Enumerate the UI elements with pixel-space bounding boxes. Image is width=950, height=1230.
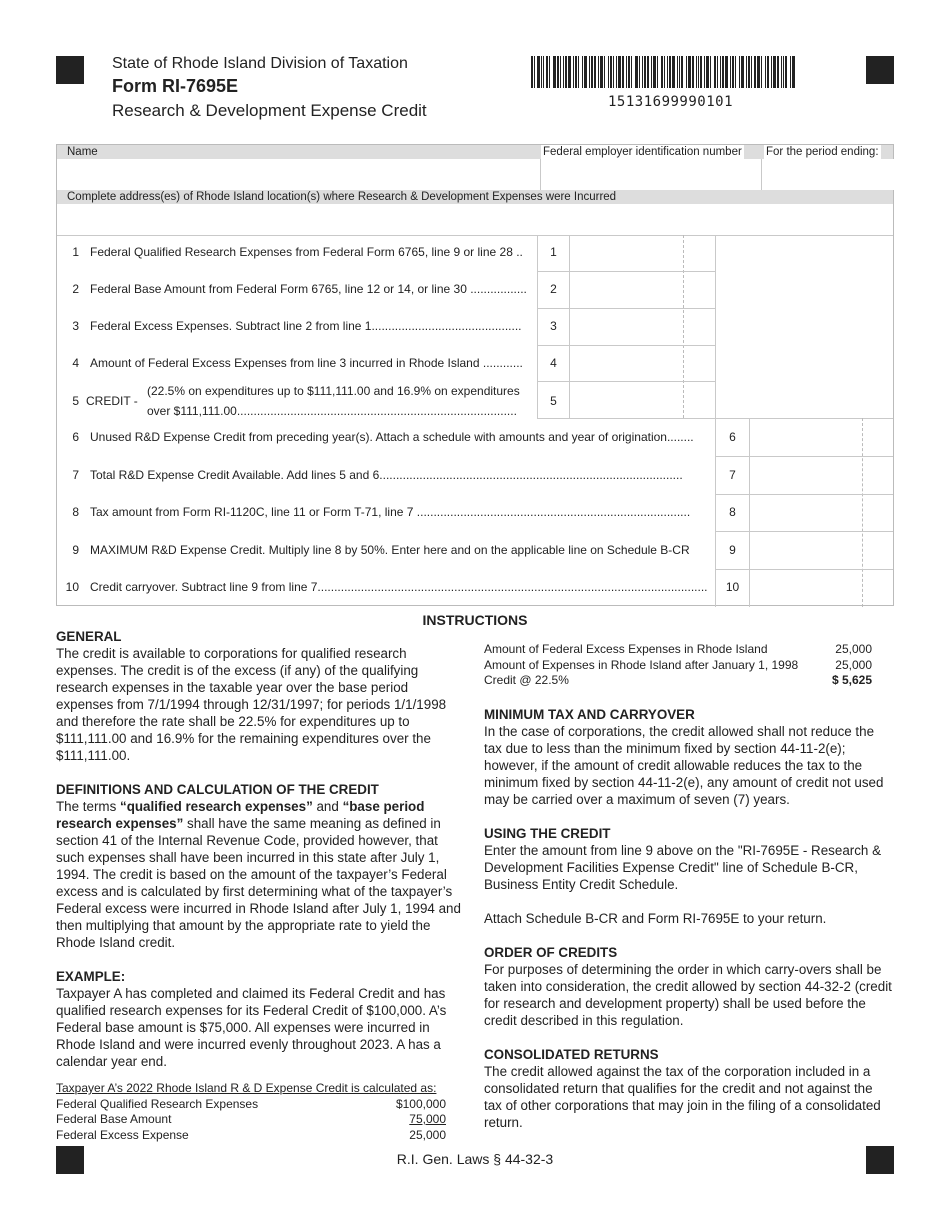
barcode-bar <box>584 56 587 88</box>
calc-row <box>484 658 872 674</box>
barcode-bar <box>575 56 577 88</box>
barcode-bar <box>657 56 658 88</box>
consolidated-text: The credit allowed against the tax of the corporation included in a consolidated return that qualifies for the credit and not against the tax of other corporations that may join in the filing of a consolidated return. <box>484 1064 881 1130</box>
consolidated-heading: CONSOLIDATED RETURNS <box>484 1047 659 1062</box>
line-3-box-number: 3 <box>550 319 557 333</box>
instructions-title: INSTRUCTIONS <box>422 612 528 628</box>
calc-row <box>56 1112 446 1128</box>
line-2-number: 2 <box>72 282 79 296</box>
line-2-text: Federal Base Amount from Federal Form 6765, line 12 or 14, or line 30 ................. <box>90 282 527 296</box>
barcode-bar <box>746 56 747 88</box>
line-1-text: Federal Qualified Research Expenses from Federal Form 6765, line 9 or line 28 .. <box>90 245 523 259</box>
example-text: Taxpayer A has completed and claimed its Federal Credit and has qualified research expenses for its Federal Credit of $100,000. A’s Federal base amount is $75,000. All expenses were incurred in Rhode Island and were incurred evenly throughout 2023. A has a calendar year end. <box>56 986 447 1069</box>
barcode-bar <box>541 56 542 88</box>
calc-value: $100,000 <box>395 1096 446 1111</box>
period-input[interactable] <box>761 159 894 190</box>
barcode-bar <box>696 56 697 88</box>
barcode-bar <box>582 56 583 88</box>
line-1-amount-input[interactable] <box>570 236 715 271</box>
line-2-box-number: 2 <box>550 282 557 296</box>
barcode-bar <box>754 56 756 88</box>
line-6-box-number: 6 <box>729 430 736 444</box>
barcode-bar <box>771 56 772 88</box>
line-4-text: Amount of Federal Excess Expenses from line 3 incurred in Rhode Island ............ <box>90 356 523 370</box>
definitions-text <box>56 798 468 951</box>
line-5-label: CREDIT - <box>86 394 138 408</box>
barcode-bar <box>568 56 571 88</box>
barcode-bar <box>594 56 596 88</box>
divider <box>537 235 538 418</box>
calc-value: 25,000 <box>835 642 872 656</box>
barcode-bar <box>613 56 614 88</box>
line-9-amount-input[interactable] <box>750 532 893 569</box>
calc-row <box>484 673 872 689</box>
form-title: Research & Development Expense Credit <box>112 101 427 120</box>
registration-mark-top-right <box>866 56 894 84</box>
barcode-bar <box>681 56 683 88</box>
definitions-and: and <box>312 799 343 814</box>
barcode-bar <box>667 56 668 88</box>
definitions-term-2: “base period research expenses” <box>56 799 425 831</box>
barcode-bar <box>537 56 540 88</box>
line-5-number: 5 <box>72 394 79 408</box>
barcode-bar <box>725 56 728 88</box>
divider <box>57 235 893 236</box>
barcode-bar <box>573 56 574 88</box>
barcode-bar <box>704 56 705 88</box>
barcode-bar <box>698 56 699 88</box>
calc-value: 25,000 <box>409 1127 446 1142</box>
instructions-right-column <box>484 706 894 1148</box>
calc-label: Federal Qualified Research Expenses <box>56 1096 259 1111</box>
line-7-text: Total R&D Expense Credit Available. Add lines 5 and 6........................................................................................... <box>90 468 683 482</box>
address-label: Complete address(es) of Rhode Island location(s) where Research & Development Expenses were Incurred <box>67 191 617 203</box>
line-3-text: Federal Excess Expenses. Subtract line 2 from line 1............................................. <box>90 319 522 333</box>
barcode-number: 15131699990101 <box>608 94 734 110</box>
line-7-number: 7 <box>72 468 79 482</box>
registration-mark-top-left <box>56 56 84 84</box>
barcode-bar <box>616 56 617 88</box>
barcode-bar <box>748 56 750 88</box>
barcode-bar <box>543 56 544 88</box>
barcode-bar <box>688 56 691 88</box>
barcode-bar <box>730 56 731 88</box>
line-9-box-number: 9 <box>729 543 736 557</box>
barcode-bar <box>565 56 567 88</box>
barcode-bar <box>672 56 675 88</box>
barcode-bar <box>761 56 762 88</box>
line-5-text-2: over $111,111.00.................................................................................... <box>147 404 517 418</box>
barcode-bar <box>710 56 711 88</box>
barcode-bar <box>626 56 627 88</box>
definitions-post: shall have the same meaning as defined in section 41 of the Internal Revenue Code, provided however, that such expenses shall have been incurred in this state after July 1, 1994. The credit is based on the amount of the taxpayer’s Federal excess and is calculated by first determining what of the taxpayer’s Federal excess were incurred in Rhode Island after July 1, 1994 and then multiplying that amount by the appropriate rate to yield the Rhode Island credit. <box>56 816 461 950</box>
line-7-box-number: 7 <box>729 468 736 482</box>
barcode-bar <box>653 56 656 88</box>
barcode-bar <box>628 56 630 88</box>
line-8-amount-input[interactable] <box>750 495 893 531</box>
name-label: Name <box>67 146 98 158</box>
calc-heading: Taxpayer A’s 2022 Rhode Island R & D Expense Credit is calculated as: <box>56 1081 437 1095</box>
barcode-bar <box>679 56 680 88</box>
barcode-bar <box>557 56 559 88</box>
barcode-bar <box>732 56 734 88</box>
period-label: For the period ending: <box>766 146 879 158</box>
line-5-amount-input[interactable] <box>570 382 715 418</box>
barcode-bar <box>692 56 694 88</box>
line-1-box-number: 1 <box>550 245 557 259</box>
barcode-bar <box>563 56 564 88</box>
barcode-bar <box>534 56 535 88</box>
calc-value: $ 5,625 <box>831 673 872 687</box>
barcode-bar <box>767 56 769 88</box>
fein-label: Federal employer identification number <box>543 146 742 158</box>
barcode-bar <box>618 56 621 88</box>
line-10-amount-input[interactable] <box>750 570 893 607</box>
line-4-box-number: 4 <box>550 356 557 370</box>
barcode-bar <box>591 56 593 88</box>
barcode-bar <box>661 56 663 88</box>
line-9-number: 9 <box>72 543 79 557</box>
barcode-bar <box>642 56 643 88</box>
line-10-box-number: 10 <box>725 580 740 594</box>
barcode-bar <box>781 56 782 88</box>
order-text: For purposes of determining the order in which carry-overs shall be taken into consideration, the credit allowed by section 44-32-2 (credit for research and development property) shall be used before the credit described in this regulation. <box>484 962 892 1028</box>
barcode-bar <box>560 56 561 88</box>
barcode-bar <box>700 56 702 88</box>
barcode-bar <box>777 56 779 88</box>
barcode-bar <box>631 56 632 88</box>
barcode-bar <box>717 56 718 88</box>
barcode-bar <box>651 56 652 88</box>
form-fields <box>56 144 894 606</box>
agency-name: State of Rhode Island Division of Taxation <box>112 55 408 72</box>
barcode-bar <box>644 56 646 88</box>
barcode-bar <box>735 56 736 88</box>
order-heading: ORDER OF CREDITS <box>484 945 618 960</box>
calc-value: 75,000 <box>409 1112 446 1126</box>
line-9-text: MAXIMUM R&D Expense Credit. Multiply line 8 by 50%. Enter here and on the applicable line on Schedule B-CR <box>90 543 690 557</box>
calc-row <box>484 642 872 658</box>
line-2-amount-input[interactable] <box>570 272 715 308</box>
barcode-bar <box>549 56 550 88</box>
line-8-box-number: 8 <box>729 505 736 519</box>
calc-value: 25,000 <box>835 657 872 672</box>
barcode-bar <box>604 56 605 88</box>
example-heading: EXAMPLE: <box>56 969 126 984</box>
calc-label: Amount of Federal Excess Expenses in Rhode Island <box>484 642 768 656</box>
line-6-amount-input[interactable] <box>750 419 893 456</box>
using-text: Enter the amount from line 9 above on the "RI-7695E - Research & Development Facilities Expense Credit" line of Schedule B-CR, Business Entity Credit Schedule. <box>484 843 882 892</box>
definitions-heading: DEFINITIONS AND CALCULATION OF THE CREDIT <box>56 782 379 797</box>
definitions-term-1: “qualified research expenses” <box>120 799 313 814</box>
barcode-bar <box>578 56 579 88</box>
calc-row <box>56 1097 446 1113</box>
barcode-bar <box>741 56 744 88</box>
line-6-number: 6 <box>72 430 79 444</box>
barcode-bar <box>722 56 724 88</box>
calc-row <box>56 1128 446 1144</box>
line-5-text-1: (22.5% on expenditures up to $111,111.00 and 16.9% on expenditures <box>147 384 520 398</box>
min-tax-heading: MINIMUM TAX AND CARRYOVER <box>484 707 695 722</box>
barcode-bar <box>773 56 776 88</box>
barcode-bar <box>757 56 760 88</box>
line-4-number: 4 <box>72 356 79 370</box>
barcode-bar <box>608 56 609 88</box>
calc-label: Federal Excess Expense <box>56 1127 189 1142</box>
line-8-number: 8 <box>72 505 79 519</box>
address-input[interactable] <box>57 204 893 235</box>
general-heading: GENERAL <box>56 629 122 644</box>
line-3-number: 3 <box>72 319 79 333</box>
attach-text: Attach Schedule B-CR and Form RI-7695E to your return. <box>484 911 827 926</box>
barcode-bar <box>664 56 665 88</box>
barcode-bar <box>677 56 678 88</box>
barcode-bar <box>610 56 612 88</box>
using-heading: USING THE CREDIT <box>484 826 611 841</box>
calc-label: Federal Base Amount <box>56 1112 172 1126</box>
calc-label: Amount of Expenses in Rhode Island after January 1, 1998 <box>484 657 799 672</box>
barcode-bar <box>739 56 740 88</box>
barcode-bar <box>751 56 752 88</box>
barcode-bar <box>553 56 556 88</box>
barcode-bar <box>622 56 624 88</box>
line-5-box-number: 5 <box>550 394 557 408</box>
barcode-image <box>531 56 817 88</box>
barcode-bar <box>720 56 721 88</box>
line-8-text: Tax amount from Form RI-1120C, line 11 or Form T-71, line 7 .................................................................................. <box>90 505 691 519</box>
barcode-bar <box>790 56 791 88</box>
line-3-amount-input[interactable] <box>570 309 715 345</box>
barcode-bar <box>647 56 649 88</box>
general-text: The credit is available to corporations for qualified research expenses. The credit is of the excess (if any) of the qualifying research expenses in the taxable year over the base period expenses from 7/1/1994 through 12/31/1997; for periods 1/1/1998 and therefore the rate shall be 22.5% for expenditures up to $111,111.00 and 16.9% for the remaining expenditures over the $111,111.00. <box>56 646 447 763</box>
barcode-bar <box>792 56 795 88</box>
min-tax-text: In the case of corporations, the credit allowed shall not reduce the tax due to less than the minimum fixed by section 44-11-2(e); however, if the amount of credit allowable reduces the tax to the minimum fixed by section 44-11-2(e), any amount of credit not used may be carried over a maximum of seven (7) years. <box>484 724 884 807</box>
definitions-pre: The terms <box>56 799 120 814</box>
barcode-bar <box>783 56 784 88</box>
calc-table-right <box>484 642 872 689</box>
barcode-bar <box>589 56 590 88</box>
barcode-bar <box>714 56 716 88</box>
fein-input[interactable] <box>540 159 761 190</box>
line-1-number: 1 <box>72 245 79 259</box>
form-number: Form RI-7695E <box>112 76 239 96</box>
line-7-amount-input[interactable] <box>750 457 893 494</box>
instructions-left-column <box>56 628 468 1087</box>
barcode-bar <box>635 56 638 88</box>
barcode-bar <box>531 56 533 88</box>
barcode-bar <box>765 56 766 88</box>
barcode-bar <box>600 56 603 88</box>
barcode-bar <box>598 56 599 88</box>
line-4-amount-input[interactable] <box>570 346 715 381</box>
barcode-bar <box>669 56 671 88</box>
calc-table-left <box>56 1081 446 1143</box>
name-input[interactable] <box>57 159 539 190</box>
calc-label: Credit @ 22.5% <box>484 673 569 687</box>
barcode-bar <box>546 56 548 88</box>
barcode-bar <box>639 56 640 88</box>
barcode-bar <box>706 56 709 88</box>
barcode-bar <box>785 56 787 88</box>
line-10-text: Credit carryover. Subtract line 9 from line 7..................................................................................................................... <box>90 580 708 594</box>
statute-reference: R.I. Gen. Laws § 44-32-3 <box>396 1151 554 1167</box>
line-6-text: Unused R&D Expense Credit from preceding year(s). Attach a schedule with amounts and year of origination........ <box>90 430 694 444</box>
line-10-number: 10 <box>65 580 79 594</box>
barcode-bar <box>686 56 687 88</box>
